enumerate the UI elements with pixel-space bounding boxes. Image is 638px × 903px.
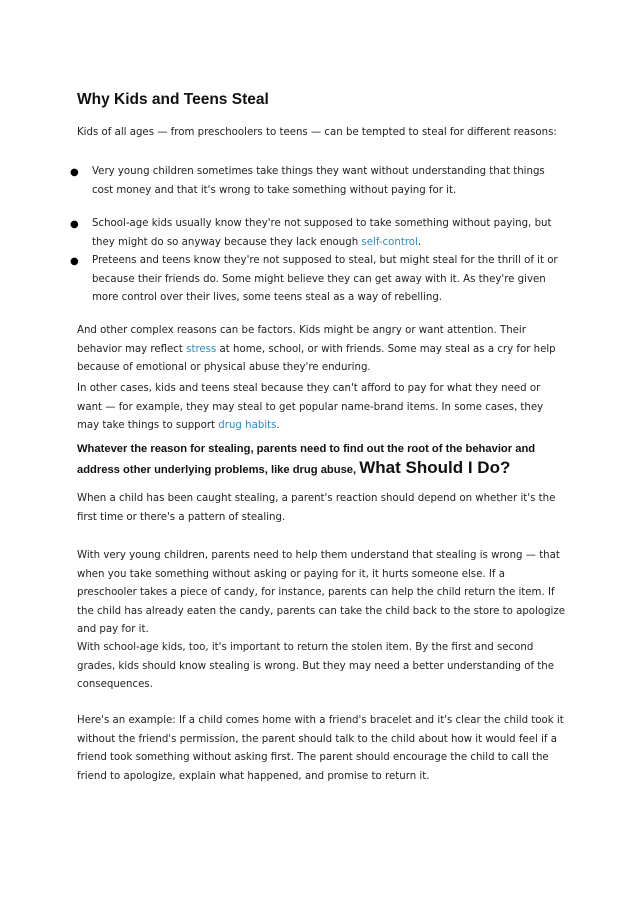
list-item-text-end: . — [417, 236, 422, 248]
drug-habits-link[interactable]: drug habits — [218, 420, 277, 431]
list-item — [70, 252, 567, 308]
complex-reasons-paragraph: And other complex reasons can be factors. Kids might be angry or want attention. Their behavior may reflect stress at home, school, or with friends. Some may steal as a cry for help because of emotional or physical abuse they're enduring. — [77, 325, 556, 373]
other-cases-paragraph: In other cases, kids and teens steal because they can't afford to pay for what they need or want — for example, they may steal to get popular name-brand items. In some cases, they may take things to support drug habits. — [77, 383, 544, 431]
section-heading: What Should I Do? — [359, 457, 511, 477]
bullet-icon: ● — [70, 256, 79, 267]
school-age-paragraph: With school-age kids, too, it's important to return the stolen item. By the first and second grades, kids should know stealing is wrong. But they may need a better understanding of the consequences. — [77, 642, 555, 690]
list-item-text: School-age kids usually know they're not supposed to take something without paying, but they might do so anyway because they lack enough — [92, 218, 552, 248]
list-item — [70, 215, 567, 252]
reaction-paragraph: When a child has been caught stealing, a parent's reaction should depend on whether it's the first time or there's a pattern of stealing. — [77, 493, 556, 523]
bold-statement: Whatever the reason for stealing, parents need to find out the root of the behavior and address other underlying problems, like drug abuse, What Should I Do? — [77, 443, 536, 477]
reasons-list — [70, 163, 567, 308]
example-paragraph: Here's an example: If a child comes home with a friend's bracelet and it's clear the child took it without the friend's permission, the parent should talk to the child about how it would feel if a friend took something without asking first. The parent should encourage the child to call the friend to apologize, explain what happened, and promise to return it. — [77, 715, 564, 782]
bullet-icon: ● — [70, 167, 79, 178]
self-control-link[interactable]: self-control — [361, 236, 418, 248]
article-title: Why Kids and Teens Steal — [77, 91, 269, 108]
list-item — [70, 163, 567, 200]
list-item-text: Preteens and teens know they're not supposed to steal, but might steal for the thrill of it or because their friends do. Some might believe they can get away with it. As they're given more control over their lives, some teens steal as a way of rebelling. — [92, 255, 558, 303]
intro-paragraph: Kids of all ages — from preschoolers to teens — can be tempted to steal for different reasons: — [77, 127, 557, 138]
young-children-paragraph: With very young children, parents need to help them understand that stealing is wrong — that when you take something without asking or paying for it, it hurts someone else. If a preschooler takes a piece of candy, for instance, parents can help the child return the item. If the child has already eaten the candy, parents can take the child back to the store to apologize and pay for it. — [77, 550, 566, 635]
bullet-icon: ● — [70, 219, 79, 230]
stress-link[interactable]: stress — [186, 343, 217, 355]
list-item-text: Very young children sometimes take things they want without understanding that things cost money and that it's wrong to take something without paying for it. — [92, 166, 545, 196]
